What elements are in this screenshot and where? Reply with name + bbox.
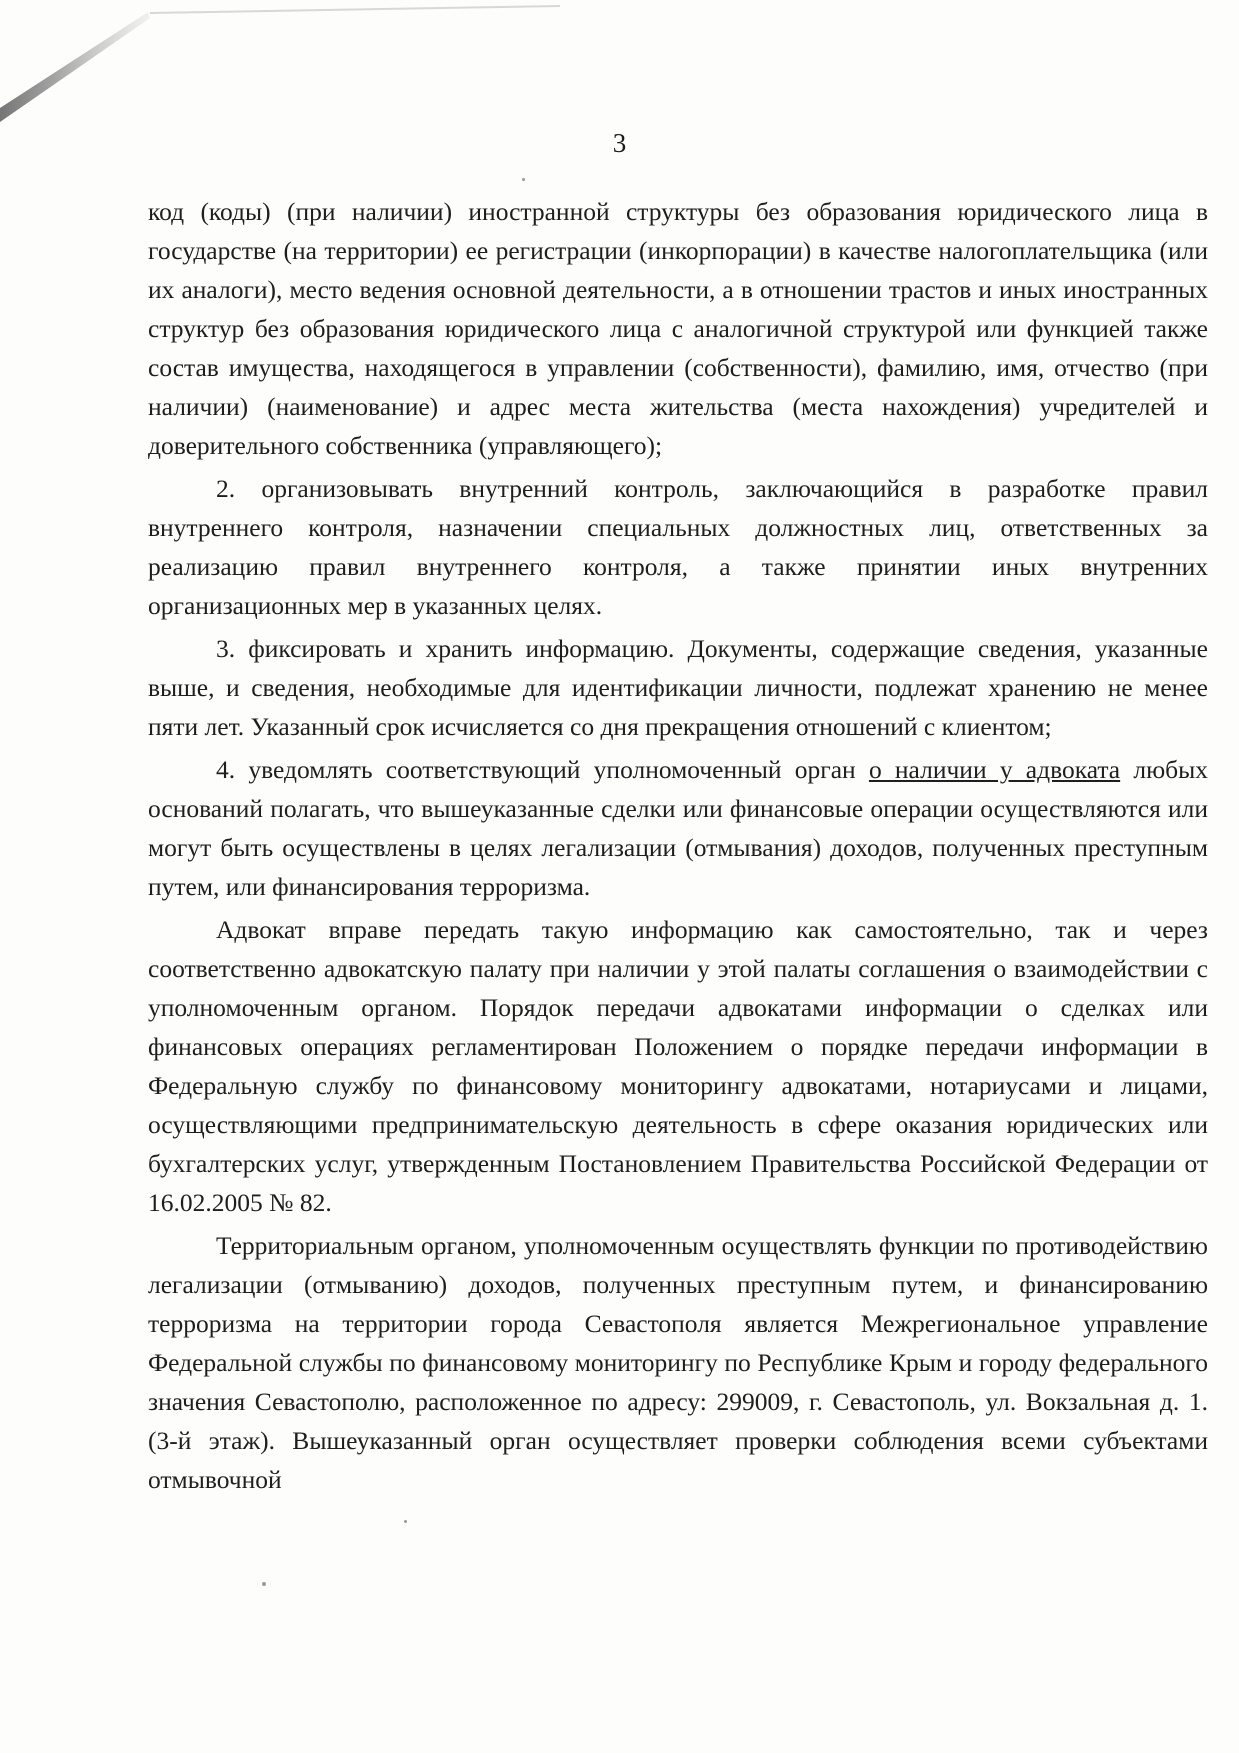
notification-text-start: 4. уведомлять соответствующий уполномоченный орган: [216, 755, 869, 784]
scan-speck: [522, 178, 525, 181]
scan-speck: [404, 1520, 407, 1523]
paragraph-territorial-body: Территориальным органом, уполномоченным осуществлять функции по противодействию легализации (отмыванию) доходов, полученных преступным путем, и финансированию терроризма на территории города Севастополя является Межрегиональное управление Федеральной службы по финансовому мониторингу по Республике Крым и городу федерального значения Севастополю, расположенное по адресу: 299009, г. Севастополь, ул. Вокзальная д. 1. (3-й этаж). Вышеуказанный орган осуществляет проверки соблюдения всеми субъектами отмывочной: [148, 1231, 1208, 1494]
notification-underlined-text: о наличии у адвоката: [868, 755, 1121, 784]
document-body: [148, 192, 1208, 1503]
notification-text-end: любых оснований полагать, что вышеуказанные сделки или финансовые операции осуществляются или могут быть осуществлены в целях легализации (отмывания) доходов, полученных преступным путем, или финансирования терроризма.: [148, 755, 1208, 901]
scan-speck: [262, 1582, 266, 1586]
paragraph-notification: [148, 750, 1208, 906]
paragraph-transfer-procedure: Адвокат вправе передать такую информацию как самостоятельно, так и через соответственно адвокатскую палату при наличии у этой палаты соглашения о взаимодействии с уполномоченным органом. Порядок передачи адвокатами информации о сделках или финансовых операциях регламентирован Положением о порядке передачи информации в Федеральную службу по финансовому мониторингу адвокатами, нотариусами и лицами, осуществляющими предпринимательскую деятельность в сфере оказания юридических или бухгалтерских услуг, утвержденным Постановлением Правительства Российской Федерации от 16.02.2005 № 82.: [148, 915, 1208, 1217]
paragraph-identification-data: код (коды) (при наличии) иностранной структуры без образования юридического лица в государстве (на территории) ее регистрации (инкорпорации) в качестве налогоплательщика (или их аналоги), место ведения основной деятельности, а в отношении трастов и иных иностранных структур без образования юридического лица с аналогичной структурой или функцией также состав имущества, находящегося в управлении (собственности), фамилию, имя, отчество (при наличии) (наименование) и адрес места жительства (места нахождения) учредителей и доверительного собственника (управляющего);: [148, 197, 1208, 460]
paragraph-record-keeping: 3. фиксировать и хранить информацию. Документы, содержащие сведения, указанные выше, и сведения, необходимые для идентификации личности, подлежат хранению не менее пяти лет. Указанный срок исчисляется со дня прекращения отношений с клиентом;: [148, 634, 1208, 741]
paragraph-internal-control: 2. организовывать внутренний контроль, заключающийся в разработке правил внутреннего контроля, назначении специальных должностных лиц, ответственных за реализацию правил внутреннего контроля, а также принятии иных внутренних организационных мер в указанных целях.: [148, 474, 1208, 620]
page-number: 3: [612, 128, 627, 158]
